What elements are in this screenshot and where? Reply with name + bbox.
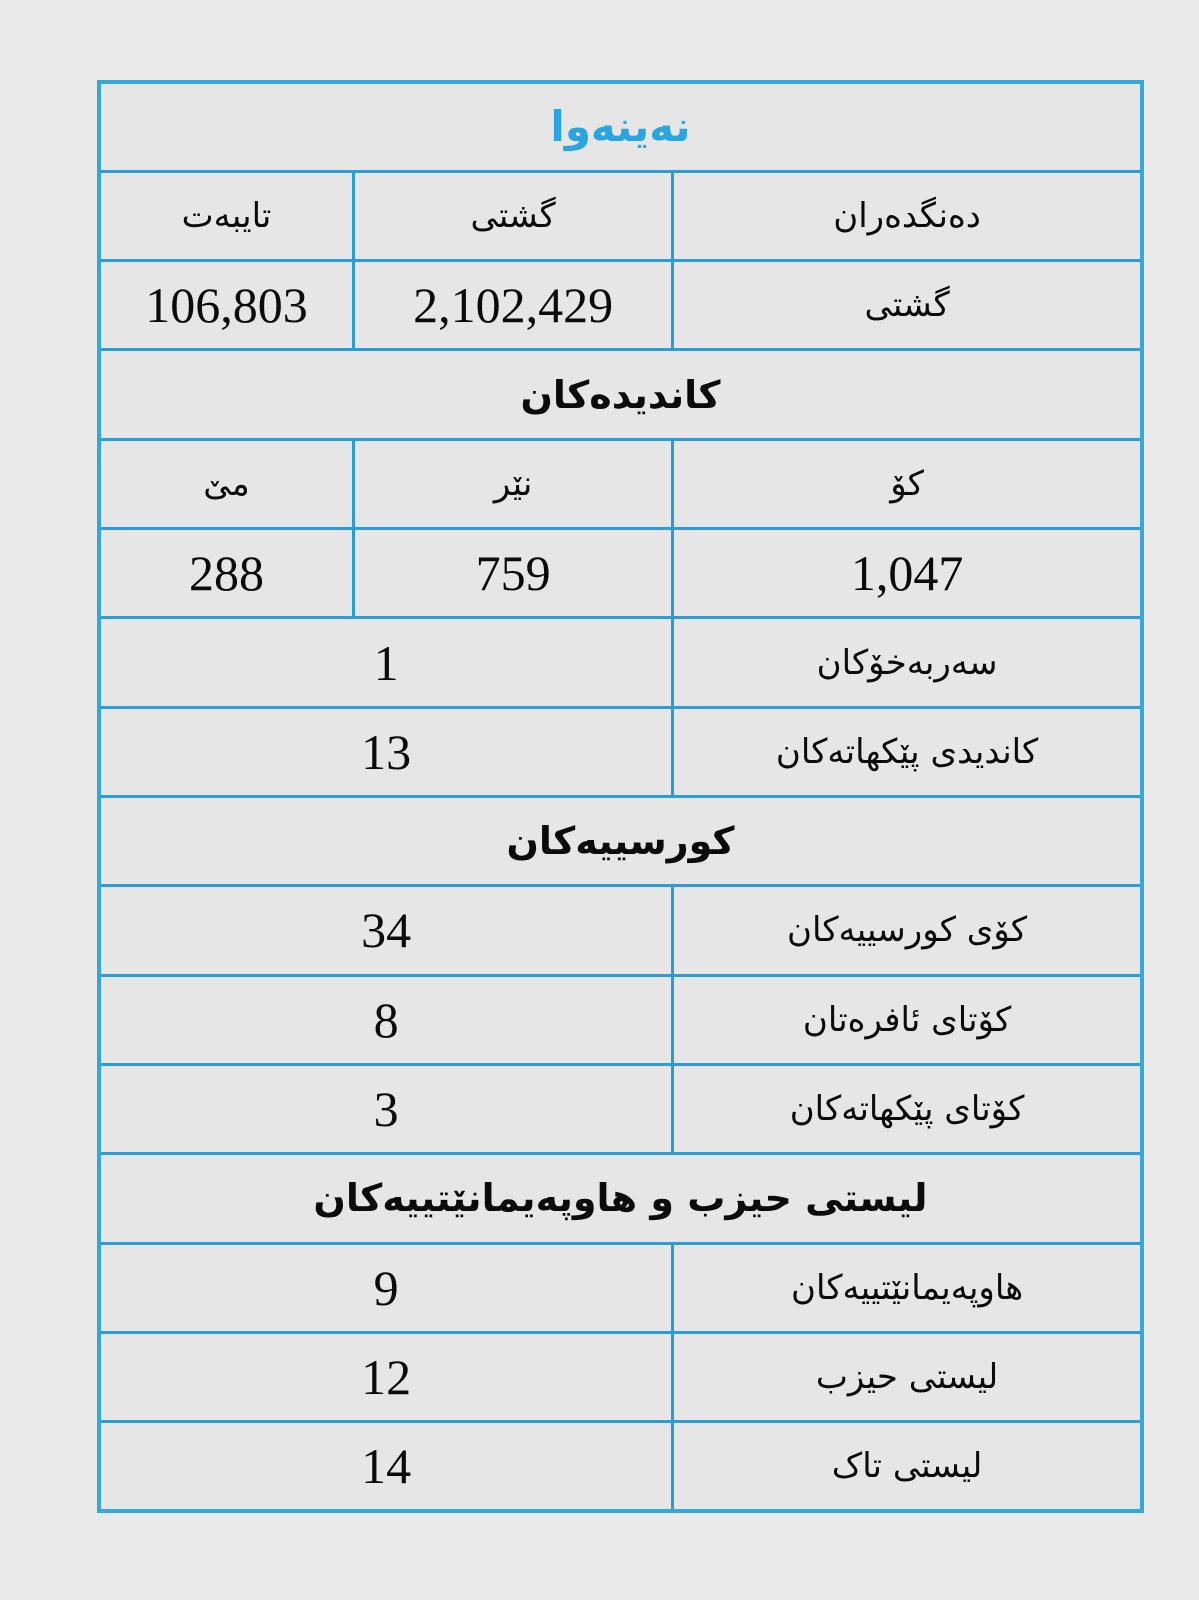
seats-section-title: کورسییەکان — [99, 797, 1142, 886]
general-col-header: گشتی — [354, 171, 673, 260]
voters-header-row — [99, 171, 1142, 260]
voters-special-value: 106,803 — [99, 261, 354, 350]
title-row — [99, 82, 1142, 171]
male-col-header: نێر — [354, 439, 673, 528]
alliances-row — [99, 1243, 1142, 1332]
party-lists-label: لیستی حیزب — [673, 1332, 1142, 1421]
alliances-label: هاوپەیمانێتییەکان — [673, 1243, 1142, 1332]
province-title: نەینەوا — [99, 82, 1142, 171]
candidates-header-row — [99, 439, 1142, 528]
women-quota-row — [99, 975, 1142, 1064]
total-seats-row — [99, 886, 1142, 975]
candidates-total-value: 1,047 — [673, 529, 1142, 618]
voters-general-value: 2,102,429 — [354, 261, 673, 350]
special-col-header: تایبەت — [99, 171, 354, 260]
independents-value: 1 — [99, 618, 673, 707]
components-quota-row — [99, 1064, 1142, 1153]
components-quota-value: 3 — [99, 1064, 673, 1153]
component-candidates-value: 13 — [99, 707, 673, 796]
single-lists-label: لیستی تاک — [673, 1422, 1142, 1511]
seats-section-row — [99, 797, 1142, 886]
party-lists-value: 12 — [99, 1332, 673, 1421]
female-col-header: مێ — [99, 439, 354, 528]
results-table — [97, 80, 1144, 1513]
lists-section-title: لیستی حیزب و هاوپەیمانێتییەکان — [99, 1154, 1142, 1243]
candidates-section-title: کاندیدەکان — [99, 350, 1142, 439]
candidates-female-value: 288 — [99, 529, 354, 618]
voters-total-row — [99, 261, 1142, 350]
results-table-container — [97, 80, 1144, 1513]
party-lists-row — [99, 1332, 1142, 1421]
candidates-section-row — [99, 350, 1142, 439]
lists-section-row — [99, 1154, 1142, 1243]
voters-col-header: دەنگدەران — [673, 171, 1142, 260]
women-quota-value: 8 — [99, 975, 673, 1064]
single-lists-value: 14 — [99, 1422, 673, 1511]
independents-row — [99, 618, 1142, 707]
component-candidates-label: کاندیدی پێکهاتەکان — [673, 707, 1142, 796]
total-seats-value: 34 — [99, 886, 673, 975]
alliances-value: 9 — [99, 1243, 673, 1332]
total-seats-label: کۆی کورسییەکان — [673, 886, 1142, 975]
women-quota-label: کۆتای ئافرەتان — [673, 975, 1142, 1064]
total-col-header: کۆ — [673, 439, 1142, 528]
independents-label: سەربەخۆکان — [673, 618, 1142, 707]
component-candidates-row — [99, 707, 1142, 796]
voters-total-label: گشتی — [673, 261, 1142, 350]
candidates-count-row — [99, 529, 1142, 618]
candidates-male-value: 759 — [354, 529, 673, 618]
single-lists-row — [99, 1422, 1142, 1511]
components-quota-label: کۆتای پێکهاتەکان — [673, 1064, 1142, 1153]
